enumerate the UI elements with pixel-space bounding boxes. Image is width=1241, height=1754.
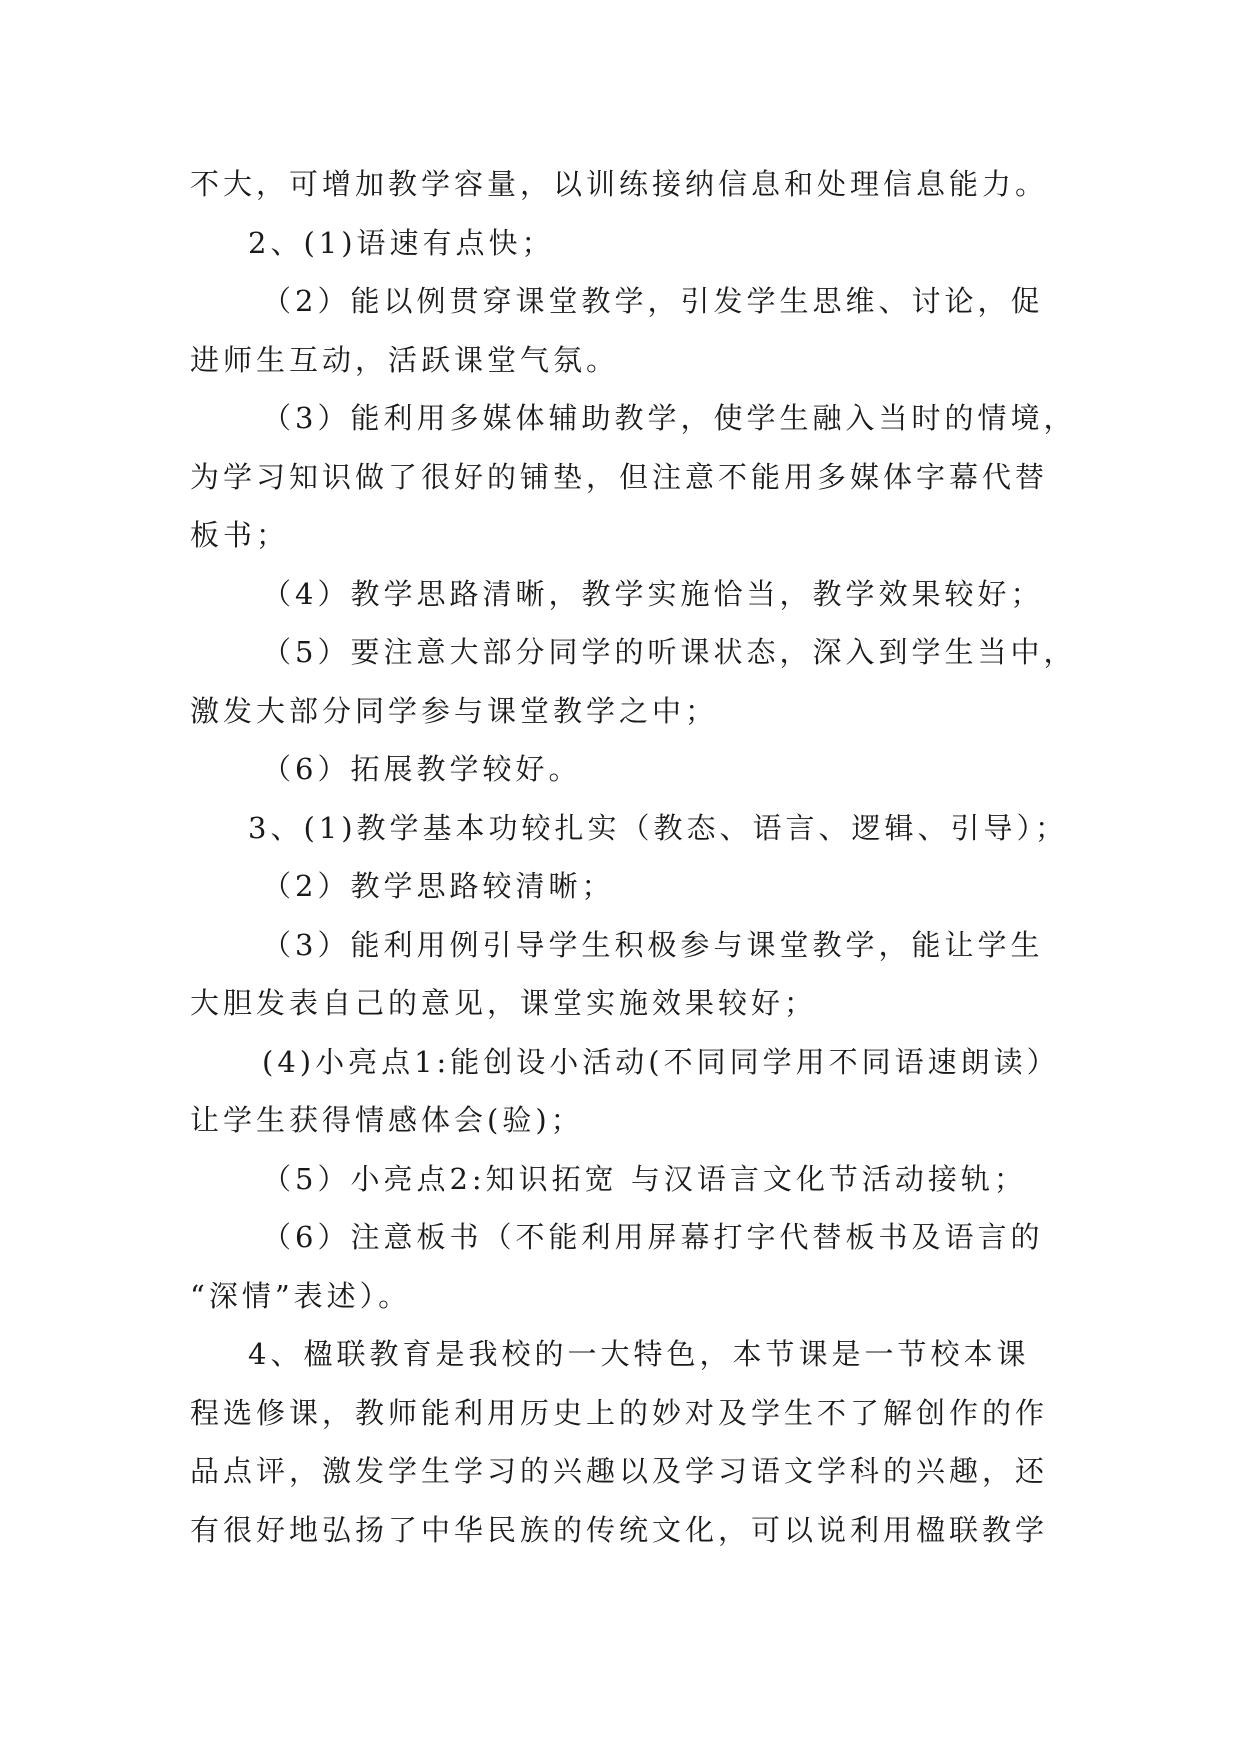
text-line: 4、楹联教育是我校的一大特色，本节课是一节校本课 [248,1337,1030,1371]
text-line: （2）教学思路较清晰； [262,869,615,903]
text-line: （3）能利用多媒体辅助教学，使学生融入当时的情境， [262,401,1077,435]
text-line: （2）能以例贯穿课堂教学，引发学生思维、讨论，促 [262,284,1044,318]
text-line: （3）能利用例引导学生积极参与课堂教学，能让学生 [262,927,1044,962]
text-line: 大胆发表自己的意见，课堂实施效果较好； [190,986,818,1020]
text-line: （5）要注意大部分同学的听课状态，深入到学生当中， [262,635,1077,669]
document-body [190,155,1077,1559]
text-line: 有很好地弘扬了中华民族的传统文化，可以说利用楹联教学 [190,1512,1049,1547]
text-line: 激发大部分同学参与课堂教学之中； [190,693,719,728]
text-line: 板书； [190,518,290,552]
text-line: 让学生获得情感体会(验)； [190,1103,584,1137]
text-line: 3、(1)教学基本功较扎实（教态、语言、逻辑、引导）； [248,810,1069,845]
text-line: 为学习知识做了很好的铺垫，但注意不能用多媒体字幕代替 [190,459,1049,494]
text-line: 不大，可增加教学容量，以训练接纳信息和处理信息能力。 [190,167,1049,201]
text-line: （6）注意板书（不能利用屏幕打字代替板书及语言的 [262,1220,1044,1254]
text-line: （6）拓展教学较好。 [262,752,582,786]
text-line: 品点评，激发学生学习的兴趣以及学习语文学科的兴趣，还 [190,1454,1049,1488]
text-line: 2、(1)语速有点快； [248,225,555,260]
text-line: 程选修课，教师能利用历史上的妙对及学生不了解创作的作 [190,1395,1049,1430]
text-line: (4)小亮点1:能创设小活动(不同同学用不同语速朗读） [262,1044,1060,1079]
text-line: 进师生互动，活跃课堂气氛。 [190,342,620,377]
text-line: “深情”表述）。 [190,1278,412,1313]
text-line: （5）小亮点2:知识拓宽 与汉语言文化节活动接轨； [262,1161,1027,1196]
text-line: （4）教学思路清晰，教学实施恰当，教学效果较好； [262,576,1044,611]
